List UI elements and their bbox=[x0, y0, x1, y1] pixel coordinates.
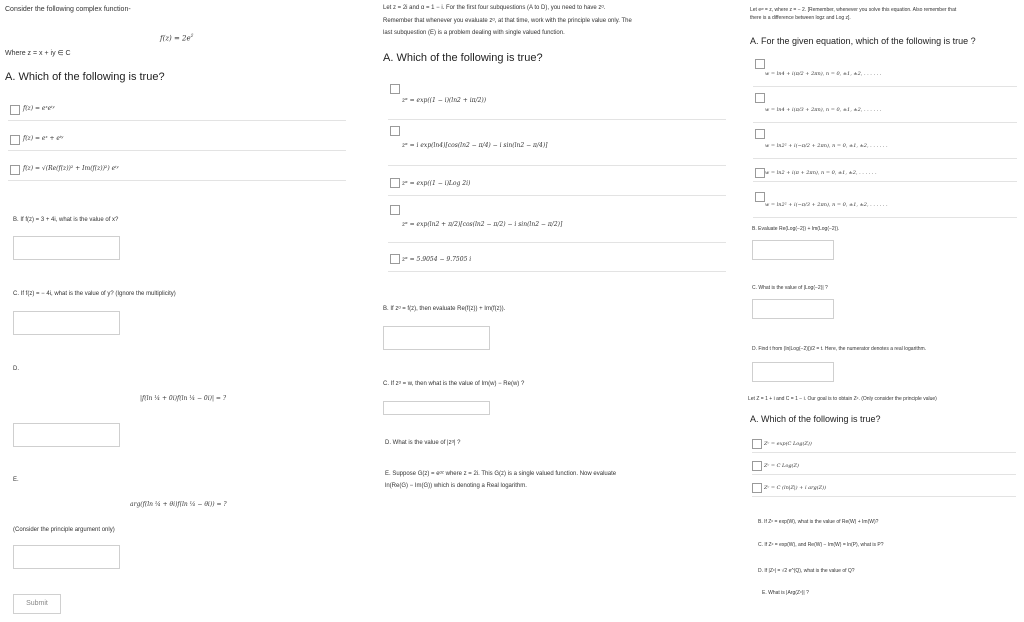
left-answer-e-input[interactable] bbox=[13, 545, 120, 569]
middle-option-3-checkbox[interactable] bbox=[390, 178, 400, 188]
middle-option-5-checkbox[interactable] bbox=[390, 254, 400, 264]
middle-option-2-checkbox[interactable] bbox=[390, 126, 400, 136]
right-intro-line-1: Let eʷ = z, where z = − 2. [Remember, whenever you solve this equation. Also remember that bbox=[750, 7, 957, 13]
right-question2-c: C. If Zᶜ = exp(W), and Re(W) − Im(W) = ln(P), what is P? bbox=[758, 542, 884, 548]
left-option-1-text: f(z) = eˣeⁱʸ bbox=[23, 105, 55, 112]
left-question-panel bbox=[0, 0, 362, 622]
middle-question-a-title: A. Which of the following is true? bbox=[383, 52, 543, 64]
left-option-1-checkbox[interactable] bbox=[10, 105, 20, 115]
left-option-2-text: f(z) = eˣ + eⁱʸ bbox=[23, 135, 64, 142]
left-answer-c-input[interactable] bbox=[13, 311, 120, 335]
right-option2-3-text: Zᶜ = C (ln|Z|) + i arg(Z)) bbox=[764, 485, 827, 491]
right-option2-2-text: Zᶜ = C Log(Z) bbox=[764, 463, 799, 469]
middle-option-1-text: zᵅ = exp((1 − i)(ln2 + iπ/2)) bbox=[402, 97, 487, 104]
left-question-c: C. If f(z) = − 4i, what is the value of y? (Ignore the multiplicity) bbox=[13, 291, 176, 297]
right-option-4-text: w = ln2 + i(π + 2πn), n = 0, ±1, ±2, . . . . . . bbox=[765, 170, 877, 176]
right-question2-b: B. If Zᶜ = exp(W), what is the value of Re(W) + Im(W)? bbox=[758, 519, 879, 525]
middle-option-1-checkbox[interactable] bbox=[390, 84, 400, 94]
middle-question-d: D. What is the value of |zᵅ| ? bbox=[385, 440, 461, 446]
middle-option-5[interactable] bbox=[388, 250, 726, 272]
right-option-1-checkbox[interactable] bbox=[755, 59, 765, 69]
middle-option-5-text: zᵅ = 5.9054 − 9.7505 i bbox=[402, 256, 472, 263]
right-option2-1-checkbox[interactable] bbox=[752, 439, 762, 449]
right-option-3-checkbox[interactable] bbox=[755, 129, 765, 139]
submit-button[interactable]: Submit bbox=[13, 594, 61, 614]
right-option-5-text: w = ln2² + i(−π/3 + 2πn), n = 0, ±1, ±2, . . . . . . bbox=[765, 202, 888, 208]
left-option-2[interactable] bbox=[8, 129, 346, 151]
middle-question-b: B. If zᵅ = f(z), then evaluate Re(f(z)) + Im(f(z)). bbox=[383, 306, 506, 312]
right-option-3[interactable] bbox=[753, 127, 1017, 159]
right-intro-line-2: there is a difference between logz and Log z]. bbox=[750, 15, 851, 21]
left-question-a-title: A. Which of the following is true? bbox=[5, 71, 165, 83]
right-option-5-checkbox[interactable] bbox=[755, 192, 765, 202]
left-question-b: B. If f(z) = 3 + 4i, what is the value of x? bbox=[13, 217, 119, 223]
left-question-d-expression: |f(ln ¼ + 0i)f(ln ¼ − 0i)| = ? bbox=[140, 395, 227, 402]
middle-answer-c-input[interactable] bbox=[383, 401, 490, 415]
middle-option-4[interactable] bbox=[388, 203, 726, 243]
left-question-e-note: (Consider the principle argument only) bbox=[13, 527, 115, 533]
right-option2-3[interactable] bbox=[752, 481, 1016, 497]
right-question-panel bbox=[746, 0, 1024, 622]
left-option-3[interactable] bbox=[8, 159, 346, 181]
right-option2-2[interactable] bbox=[752, 459, 1016, 475]
right-option-4-checkbox[interactable] bbox=[755, 168, 765, 178]
left-function-definition: $f(z) = 2e^{z̄}$ bbox=[160, 33, 194, 43]
right-option-5[interactable] bbox=[753, 190, 1017, 218]
middle-option-1[interactable] bbox=[388, 82, 726, 120]
right-question-a-title: A. For the given equation, which of the following is true ? bbox=[750, 36, 976, 46]
left-answer-b-input[interactable] bbox=[13, 236, 120, 260]
left-option-2-checkbox[interactable] bbox=[10, 135, 20, 145]
right-option-2-text: w = ln4 + i(π/3 + 2πn), n = 0, ±1, ±2, . . . . . . bbox=[765, 107, 882, 113]
right-question-b: B. Evaluate Re(Log(−2)) + Im(Log(−2)). bbox=[752, 226, 840, 232]
left-option-3-text: f(z) = √(Re(f(z))² + Im(f(z))²) eⁱʸ bbox=[23, 165, 119, 172]
middle-intro-line-3: last subquestion (E) is a problem dealing with single valued function. bbox=[383, 30, 565, 36]
left-question-e-expression: arg(f(ln ¼ + θi)f(ln ¼ − θi)) = ? bbox=[130, 501, 227, 508]
right-answer-b-input[interactable] bbox=[752, 240, 834, 260]
middle-option-2[interactable] bbox=[388, 124, 726, 166]
middle-option-3-text: zᵅ = exp((1 − i)Log 2i) bbox=[402, 180, 471, 187]
middle-option-2-text: zᵅ = i exp(ln4)[cos(ln2 − π/4) − i sin(ln2 − π/4)] bbox=[402, 142, 548, 149]
middle-option-4-checkbox[interactable] bbox=[390, 205, 400, 215]
middle-option-4-text: zᵅ = exp(ln2 + π/2)[cos(ln2 − π/2) − i sin(ln2 − π/2)] bbox=[402, 221, 563, 228]
left-question-e-label: E. bbox=[13, 477, 19, 483]
right-sub-intro: Let Z = 1 + i and C = 1 − i. Our goal is to obtain Zᶜ. (Only consider the principle value) bbox=[748, 396, 937, 402]
right-option2-2-checkbox[interactable] bbox=[752, 461, 762, 471]
middle-answer-b-input[interactable] bbox=[383, 326, 490, 350]
middle-intro-line-1: Let z = 2i and α = 1 − i. For the first four subquestions (A to D), you need to have zᵅ. bbox=[383, 5, 606, 11]
left-option-1[interactable] bbox=[8, 99, 346, 121]
right-question-d: D. Find t from (ln|Log(−2)|)/2 = t. Here, the numerator denotes a real logarithm. bbox=[752, 346, 927, 352]
right-question2-e: E. What is |Arg(Zᶜ)| ? bbox=[762, 590, 809, 596]
middle-question-e-line-1: E. Suppose G(z) = eᵅᶻ where z = 2i. This G(z) is a single valued function. Now evaluate bbox=[385, 471, 617, 477]
right-question2-d: D. If |Zᶜ| = √2 e^(Q), what is the value of Q? bbox=[758, 568, 855, 574]
right-option-2-checkbox[interactable] bbox=[755, 93, 765, 103]
right-option2-3-checkbox[interactable] bbox=[752, 483, 762, 493]
right-option-1[interactable] bbox=[753, 57, 1017, 87]
right-option-2[interactable] bbox=[753, 91, 1017, 123]
middle-question-e-line-2: ln(Re(G) − Im(G)) which is denoting a Real logarithm. bbox=[385, 483, 527, 489]
right-answer-c-input[interactable] bbox=[752, 299, 834, 319]
left-where-text: Where z = x + iy ∈ C bbox=[5, 50, 71, 57]
right-answer-d-input[interactable] bbox=[752, 362, 834, 382]
middle-question-c: C. If zᵅ = w, then what is the value of Im(w) − Re(w) ? bbox=[383, 381, 525, 387]
middle-option-3[interactable] bbox=[388, 174, 726, 196]
left-question-d-label: D. bbox=[13, 366, 19, 372]
right-option-1-text: w = ln4 + i(π/2 + 2πn), n = 0, ±1, ±2, . . . . . . bbox=[765, 71, 882, 77]
right-option-4[interactable] bbox=[753, 166, 1017, 182]
right-question-a2-title: A. Which of the following is true? bbox=[750, 414, 881, 424]
right-option2-1-text: Zᶜ = exp(C Log(Z)) bbox=[764, 441, 812, 447]
left-answer-d-input[interactable] bbox=[13, 423, 120, 447]
right-question-c: C. What is the value of |Log(−2)| ? bbox=[752, 285, 828, 291]
middle-intro-line-2: Remember that whenever you evaluate zᵅ, at that time, work with the principle value only. The bbox=[383, 18, 632, 24]
right-option2-1[interactable] bbox=[752, 437, 1016, 453]
left-intro-text: Consider the following complex function- bbox=[5, 6, 131, 13]
right-option-3-text: w = ln2² + i(−π/2 + 2πn), n = 0, ±1, ±2, . . . . . . bbox=[765, 143, 888, 149]
left-option-3-checkbox[interactable] bbox=[10, 165, 20, 175]
middle-question-panel bbox=[376, 0, 738, 622]
